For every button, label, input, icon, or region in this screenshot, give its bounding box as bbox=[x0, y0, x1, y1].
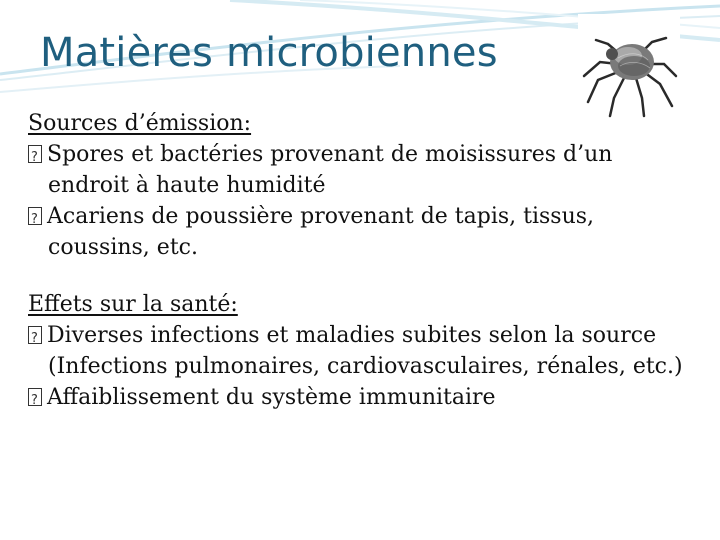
missing-glyph-icon bbox=[28, 207, 42, 225]
section-heading: Sources d’émission: bbox=[28, 111, 252, 136]
bullet-item bbox=[28, 382, 698, 413]
bullet-text: Spores et bactéries provenant de moisissures d’un endroit à haute humidité bbox=[47, 142, 613, 198]
bullet-text: Diverses infections et maladies subites selon la source (Infections pulmonaires, cardiovasculaires, rénales, etc.) bbox=[47, 323, 683, 379]
bullet-text: Acariens de poussière provenant de tapis, tissus, coussins, etc. bbox=[47, 204, 595, 260]
slide-title: Matières microbiennes bbox=[40, 30, 498, 76]
section-heading: Effets sur la santé: bbox=[28, 292, 238, 317]
bullet-text: Affaiblissement du système immunitaire bbox=[47, 385, 496, 410]
bullet-item bbox=[28, 201, 698, 263]
section-sources bbox=[28, 108, 698, 263]
bullet-item bbox=[28, 320, 698, 382]
missing-glyph-icon bbox=[28, 145, 42, 163]
dust-mite-image bbox=[578, 14, 680, 118]
section-health-effects bbox=[28, 289, 698, 413]
slide-body bbox=[28, 108, 698, 413]
missing-glyph-icon bbox=[28, 388, 42, 406]
missing-glyph-icon bbox=[28, 326, 42, 344]
bullet-item bbox=[28, 139, 698, 201]
